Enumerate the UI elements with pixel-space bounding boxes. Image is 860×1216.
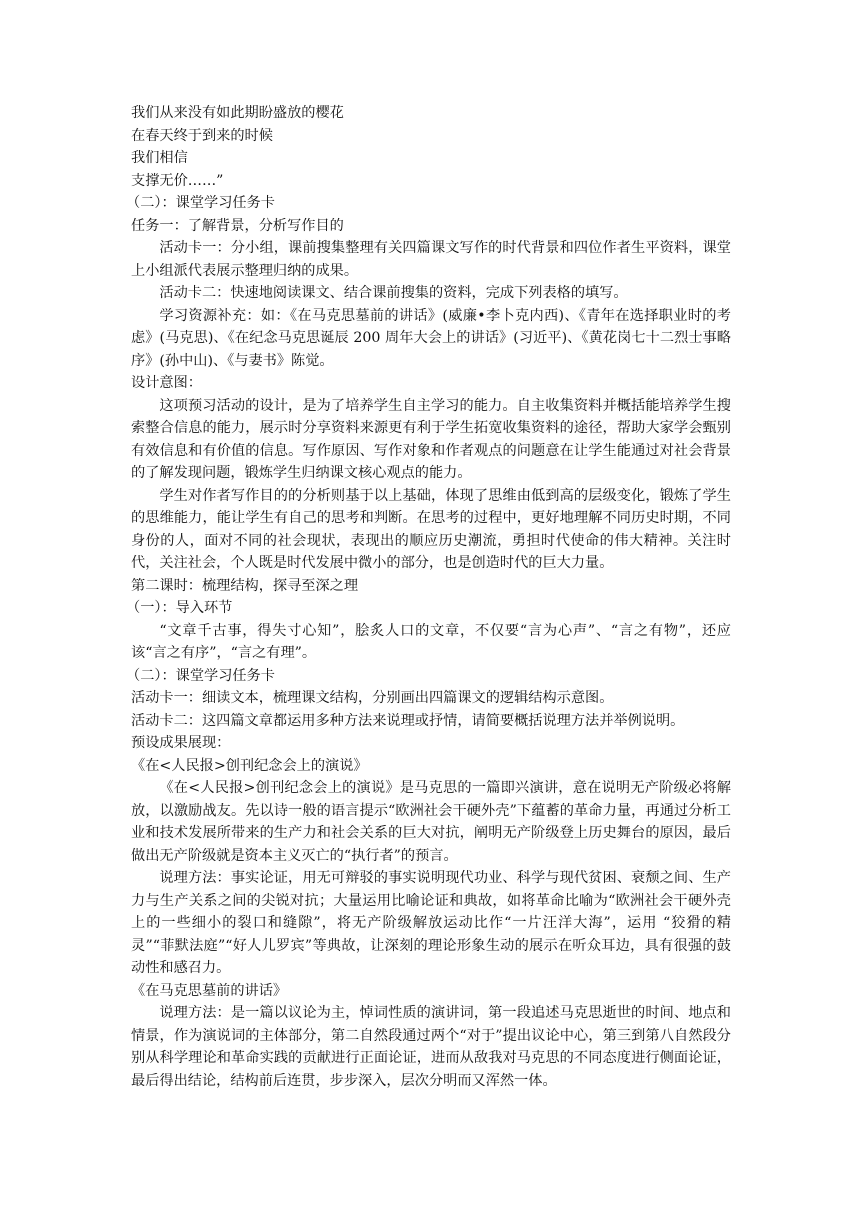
section-heading: （一）：导入环节 xyxy=(126,600,233,616)
activity-card-one: 活动卡一：分小组，课前搜集整理有关四篇课文写作的时代背景和四位作者生平资料，课堂上小组派代表展示整理归纳的成果。 xyxy=(131,240,731,279)
activity-card-two: 活动卡二：快速地阅读课文、结合课前搜集的资料，完成下列表格的填写。 xyxy=(159,285,628,301)
speech-paragraph: 《在<人民报>创刊纪念会上的演说》是马克思的一篇即兴演讲，意在说明无产阶级必将解放，以激励战友。先以诗一般的语言提示“欧洲社会干硬外壳”下蕴蓄的革命力量，再通过分析工业和技术发展所带来的生产力和社会关系的巨大对抗，阐明无产阶级登上历史舞台的原因，最后做出无产阶级就是资本主义灭亡的“执行者”的预言。 xyxy=(131,780,731,864)
section-heading: （二）：课堂学习任务卡 xyxy=(126,667,275,684)
activity-card-two: 活动卡二：这四篇文章都运用多种方法来说理或抒情，请简要概括说理方法并举例说明。 xyxy=(131,712,685,729)
document-page xyxy=(126,102,731,1092)
poem-line: 支撑无价……” xyxy=(131,172,224,189)
speech-paragraph: 说理方法：是一篇以议论为主，悼词性质的演讲词，第一段追述马克思逝世的时间、地点和情景，作为演说词的主体部分，第二自然段通过两个“对于”提出议论中心，第三到第八自然段分别从科学理论和革命实践的贡献进行正面论证，进而从敌我对马克思的不同态度进行侧面论证，最后得出结论，结构前后连贯，步步深入，层次分明而又浑然一体。 xyxy=(131,1005,731,1089)
speech-paragraph: 说理方法：事实论证，用无可辩驳的事实说明现代功业、科学与现代贫困、衰颓之间、生产力与生产关系之间的尖锐对抗；大量运用比喻论证和典故，如将革命比喻为“欧洲社会干硬外壳上的一些细小的裂口和缝隙”，将无产阶级解放运动比作“一片汪洋大海”，运用 “狡猾的精灵”“菲默法庭”“好人儿罗宾”等典故，让深刻的理论形象生动的展示在听众耳边，具有很强的鼓动性和感召力。 xyxy=(131,870,731,976)
activity-card-one: 活动卡一：细读文本，梳理课文结构，分别画出四篇课文的逻辑结构示意图。 xyxy=(131,690,614,706)
lesson-heading: 第二课时：梳理结构，探寻至深之理 xyxy=(131,577,359,594)
poem-line: 在春天终于到来的时候 xyxy=(131,127,273,144)
design-heading: 设计意图： xyxy=(131,375,202,391)
section-heading: （二）：课堂学习任务卡 xyxy=(126,195,275,211)
task-heading: 任务一：了解背景，分析写作目的 xyxy=(131,217,344,234)
poem-line: 我们从来没有如此期盼盛放的樱花 xyxy=(131,105,344,121)
design-paragraph: 这项预习活动的设计，是为了培养学生自主学习的能力。自主收集资料并概括能培养学生搜索整合信息的能力，展示时分享资料来源更有利于学生拓宽收集资料的途径，帮助大家学会甄别有效信息和有价值的信息。写作原因、写作对象和作者观点的问题意在让学生能通过对社会背景的了解发现问题，锻炼学生归纳课文核心观点的能力。 xyxy=(131,397,731,481)
design-paragraph: 学生对作者写作目的的分析则基于以上基础，体现了思维由低到高的层级变化，锻炼了学生的思维能力，能让学生有自己的思考和判断。在思考的过程中，更好地理解不同历史时期，不同身份的人，面对不同的社会现状，表现出的顺应历史潮流，勇担时代使命的伟大精神。关注时代，关注社会，个人既是时代发展中微小的部分，也是创造时代的巨大力量。 xyxy=(131,487,731,571)
speech-title: 《在马克思墓前的讲话》 xyxy=(131,982,288,999)
poem-line: 我们相信 xyxy=(131,150,188,166)
intro-paragraph: “文章千古事，得失寸心知”，脍炙人口的文章，不仅要“言为心声”、“言之有物”，还应该“言之有序”，“言之有理”。 xyxy=(131,622,731,661)
learning-resources: 学习资源补充：如：《在马克思墓前的讲话》(威廉•李卜克内西)、《青年在选择职业时的考虑》(马克思)、《在纪念马克思诞辰 200 周年大会上的讲话》(习近平)、《黄花岗七十二烈士事略序》(孙中山)、《与妻书》陈觉。 xyxy=(131,307,731,369)
preset-heading: 预设成果展现： xyxy=(131,735,231,751)
speech-title: 《在<人民报>创刊纪念会上的演说》 xyxy=(131,757,368,774)
